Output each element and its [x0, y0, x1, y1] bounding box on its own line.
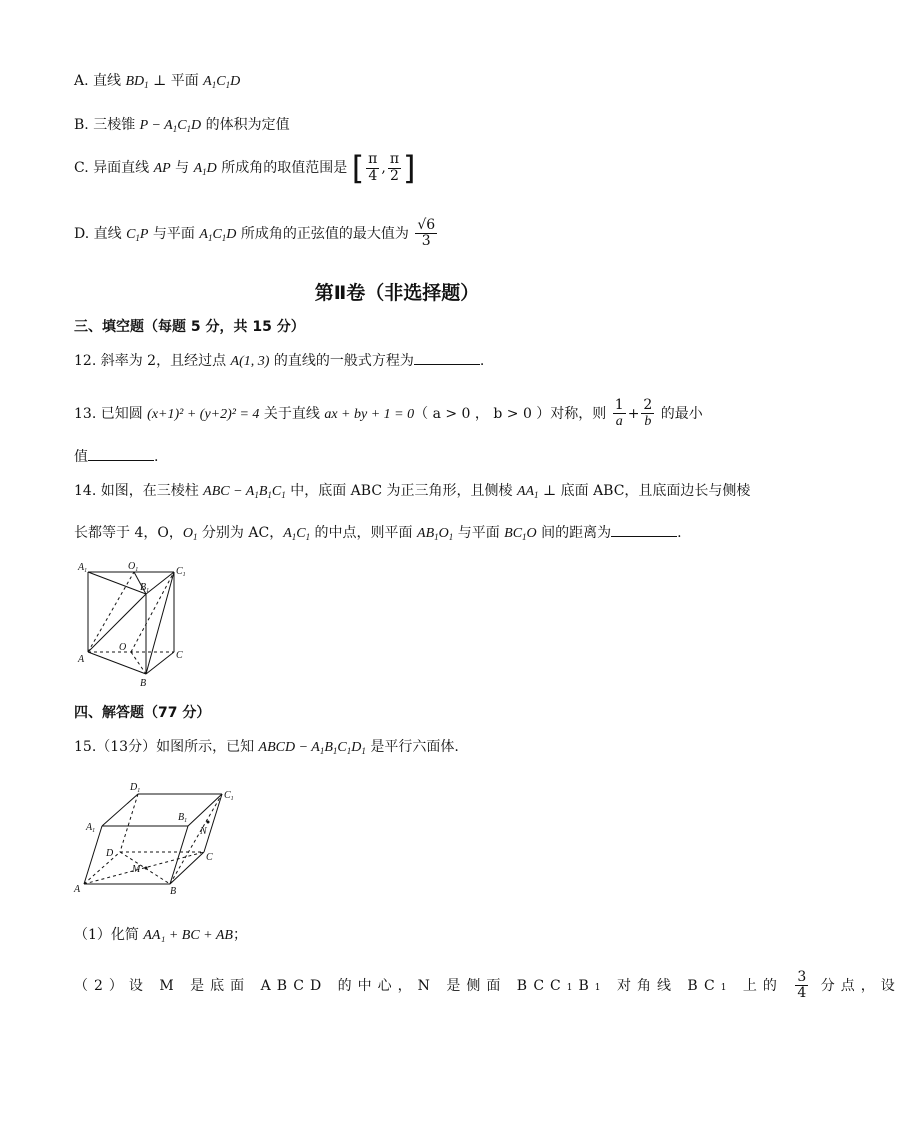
part-title: 第Ⅱ卷（非选择题）: [314, 282, 480, 304]
prism-figure: [74, 560, 194, 690]
interval-bracket: [ $\frac{\pi}{4}$ , $\frac{\pi}{2}$ ]: [351, 149, 416, 187]
label-b1: $B_1$: [178, 812, 188, 824]
label-a1: $A_1$: [86, 822, 96, 834]
choice-c: C. 异面直线 AP 与 $A_1D$ 所成角的取值范围是 [ $\frac{\pi}{4}$ , $\frac{\pi}{2}$ ]: [74, 149, 416, 187]
label-a1: $A_1$: [78, 562, 88, 574]
label-a: A: [78, 654, 85, 665]
point-m: [145, 867, 148, 870]
label-o1: $O_1$: [128, 561, 139, 573]
question-13: 13. 已知圆 (x+1)² + (y+2)² = 4 关于直线 ax + by + 1 = 0（ a > 0 ， b > 0 ）对称，则 $\frac{1}{a}$ + $\frac{2}{b}$ 的最小: [74, 397, 703, 430]
label-b: B: [170, 886, 177, 897]
question-15-part-2: （2）设 M 是底面 ABCD 的中心，N 是侧面 BCC1B1 对角线 BC1 上的 $\frac{3}{4}$ 分点，设: [74, 969, 901, 1002]
parallelepiped-figure: [74, 780, 244, 898]
label-c: C: [206, 852, 213, 863]
question-13-cont: 值 .: [74, 449, 159, 465]
label-a: A: [74, 884, 81, 895]
point-n: [207, 821, 210, 824]
fraction-sqrt6-over-3: $\frac{√6}{3}$: [417, 217, 436, 250]
answer-blank[interactable]: [88, 448, 154, 461]
label-b: B: [140, 678, 147, 689]
question-12: 12. 斜率为 2，且经过点 A(1, 3) 的直线的一般式方程为 .: [74, 353, 485, 369]
answer-blank[interactable]: [611, 524, 677, 537]
choice-a: A. 直线 $BD_1$ ⊥ 平面 $A_1C_1D$: [74, 73, 241, 90]
question-14-cont: 长都等于 4，O，$O_1$ 分别为 AC，$A_1C_1$ 的中点，则平面 $AB_1O_1$ 与平面 $BC_1O$ 间的距离为 .: [74, 525, 682, 542]
label-o: O: [119, 642, 127, 653]
question-15-part-1: （1）化简 AA₁ + BC + AB；: [74, 927, 247, 943]
question-15: 15.（13分）如图所示，已知 ABCD − $A_1B_1C_1D_1$ 是平行六面体.: [74, 739, 459, 756]
answer-blank[interactable]: [414, 352, 480, 365]
label-c: C: [176, 650, 183, 661]
choice-b: B. 三棱锥 $P - A_1C_1D$ 的体积为定值: [74, 117, 290, 134]
label-n: N: [200, 826, 207, 837]
label-d: D: [106, 848, 114, 859]
label-c1: $C_1$: [176, 566, 186, 578]
label-m: M: [132, 864, 141, 875]
choice-d: D. 直线 $C_1P$ 与平面 $A_1C_1D$ 所成角的正弦值的最大值为 $\frac{√6}{3}$: [74, 217, 436, 250]
label-b1: $B_1$: [140, 582, 150, 594]
section-solve: 四、解答题（77 分）: [74, 705, 211, 721]
label-d1: $D_1$: [130, 782, 141, 794]
section-fill-in: 三、填空题（每题 5 分，共 15 分）: [74, 319, 305, 335]
question-14: 14. 如图，在三棱柱 ABC − $A_1B_1C_1$ 中，底面 ABC 为正三角形，且侧棱 $AA_1$ ⊥ 底面 ABC，且底面边长与侧棱: [74, 483, 751, 500]
label-c1: $C_1$: [224, 790, 234, 802]
